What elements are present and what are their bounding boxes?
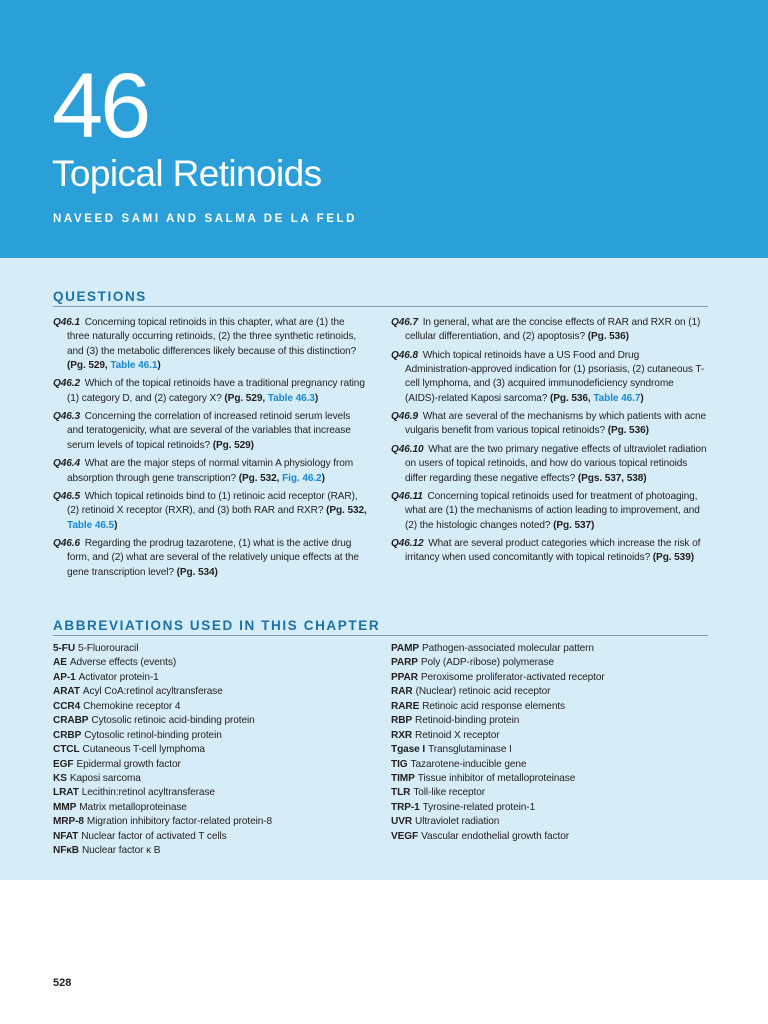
abbreviation-definition: Tyrosine-related protein-1 (422, 801, 536, 813)
page-reference: (Pg. 536) (587, 331, 629, 343)
abbreviation-term: RBP (391, 715, 413, 727)
abbreviations-divider (53, 635, 708, 636)
abbreviation-entry (391, 758, 707, 772)
abbreviation-term: EGF (53, 758, 74, 770)
question-text: What are several of the mechanisms by which patients with acne vulgaris benefit from various topical retinoids? (405, 411, 707, 437)
page-reference: (Pg. 537) (553, 519, 595, 531)
abbreviation-term: MMP (53, 801, 77, 813)
abbreviation-term: RAR (391, 686, 413, 698)
abbreviation-definition: Cutaneous T-cell lymphoma (82, 744, 205, 756)
abbreviation-term: TIG (391, 758, 408, 770)
questions-left-column (53, 316, 369, 584)
abbreviation-definition: (Nuclear) retinoic acid receptor (415, 686, 551, 698)
question-item (53, 377, 369, 406)
abbreviation-definition: Acyl CoA:retinol acyltransferase (82, 686, 223, 698)
abbreviation-term: RARE (391, 700, 420, 712)
question-text: What are the major steps of normal vitamin A physiology from absorption through gene transcription? (67, 458, 354, 484)
question-item (391, 349, 707, 406)
question-text: What are the two primary negative effects of ultraviolet radiation on users of topical retinoids, and how do various topical retinoids differ regarding these negative effects? (405, 443, 707, 484)
page-reference: ) (314, 392, 319, 404)
question-id: Q46.1 (53, 317, 80, 328)
abbreviation-term: TLR (391, 787, 411, 799)
abbreviation-term: CTCL (53, 744, 80, 756)
question-text: Concerning topical retinoids in this chapter, what are (1) the three naturally occurring retinoids, (2) the three synthetic retinoids, and (3) the metabolic differences likely because of this distinction? (67, 317, 357, 357)
abbreviation-entry (391, 714, 707, 728)
abbreviations-left-column (53, 642, 369, 859)
abbreviation-term: AP-1 (53, 671, 76, 683)
question-id: Q46.7 (391, 317, 418, 328)
question-text: What are several product categories which increase the risk of irritancy when used concomitantly with topical retinoids? (405, 538, 701, 564)
question-item (391, 537, 707, 566)
abbreviation-definition: Transglutaminase I (428, 744, 512, 756)
question-id: Q46.10 (391, 443, 424, 455)
page-reference: (Pg. 536, (550, 392, 594, 404)
abbreviation-entry (391, 815, 707, 829)
abbreviation-entry (53, 642, 369, 656)
question-text: Which topical retinoids have a US Food and Drug Administration-approved indication for (1) psoriasis, (2) cutaneous T-cell lymphoma, and (3) acquired immunodeficiency syndrome (AIDS)-related Kaposi sarcoma? (405, 349, 705, 404)
question-item (53, 537, 369, 580)
abbreviation-definition: Retinoid-binding protein (415, 715, 520, 727)
abbreviation-term: NFκB (53, 845, 79, 857)
abbreviation-entry (391, 685, 707, 699)
question-item (391, 410, 707, 439)
abbreviation-definition: Pathogen-associated molecular pattern (422, 643, 594, 654)
chapter-authors: NAVEED SAMI AND SALMA DE LA FELD (53, 213, 358, 225)
abbreviation-term: Tgase I (391, 744, 426, 756)
abbreviation-definition: Nuclear factor κ B (81, 845, 161, 857)
abbreviation-entry (391, 671, 707, 685)
abbreviation-definition: 5-Fluorouracil (78, 643, 139, 654)
questions-right-column (391, 316, 707, 570)
abbreviations-heading: ABBREVIATIONS USED IN THIS CHAPTER (53, 618, 381, 633)
questions-heading: QUESTIONS (53, 289, 147, 304)
abbreviation-definition: Chemokine receptor 4 (83, 700, 181, 712)
abbreviation-entry (53, 801, 369, 815)
abbreviation-entry (53, 700, 369, 714)
question-id: Q46.9 (391, 411, 418, 423)
abbreviation-entry (391, 830, 707, 844)
reference-link[interactable]: Table 46.1 (110, 359, 158, 371)
question-item (391, 316, 707, 345)
abbreviation-entry (53, 815, 369, 829)
abbreviation-definition: Vascular endothelial growth factor (421, 830, 569, 842)
abbreviation-entry (53, 844, 369, 858)
page-reference: ) (114, 519, 118, 531)
abbreviation-definition: Migration inhibitory factor-related protein-8 (86, 816, 273, 828)
abbreviation-term: ARAT (53, 686, 80, 698)
abbreviation-entry (391, 801, 707, 815)
question-text: In general, what are the concise effects of RAR and RXR on (1) cellular differentiation, and (2) apoptosis? (405, 317, 701, 343)
abbreviation-entry (53, 729, 369, 743)
abbreviation-entry (53, 758, 369, 772)
page-reference: (Pg. 529) (212, 439, 254, 451)
abbreviation-definition: Toll-like receptor (413, 787, 486, 799)
question-id: Q46.2 (53, 378, 80, 390)
page-reference: (Pg. 536) (607, 425, 649, 437)
page-reference: (Pg. 532, (326, 505, 367, 517)
page-reference: (Pg. 534) (176, 566, 218, 578)
reference-link[interactable]: Fig. 46.2 (282, 472, 322, 484)
question-item (53, 457, 369, 486)
abbreviation-entry (53, 714, 369, 728)
abbreviation-definition: Tissue inhibitor of metalloproteinase (417, 772, 576, 784)
abbreviation-term: TRP-1 (391, 801, 420, 813)
abbreviation-term: PARP (391, 657, 418, 669)
abbreviation-definition: Kaposi sarcoma (69, 772, 141, 784)
abbreviation-entry (391, 642, 707, 656)
question-id: Q46.11 (391, 491, 423, 503)
page-number: 528 (53, 977, 72, 989)
page-reference: (Pg. 529, (67, 359, 111, 371)
abbreviation-entry (391, 729, 707, 743)
abbreviation-definition: Cytosolic retinoic acid-binding protein (91, 715, 255, 727)
page-reference: (Pgs. 537, 538) (577, 472, 647, 484)
page-reference: (Pg. 532, (238, 472, 283, 484)
abbreviation-definition: Poly (ADP-ribose) polymerase (420, 657, 554, 669)
abbreviation-definition: Retinoic acid response elements (422, 700, 565, 712)
abbreviation-entry (391, 656, 707, 670)
abbreviation-term: TIMP (391, 772, 415, 784)
abbreviation-definition: Cytosolic retinol-binding protein (84, 729, 222, 741)
page-reference: ) (321, 472, 325, 484)
abbreviation-entry (53, 743, 369, 757)
abbreviation-entry (53, 772, 369, 786)
question-item (53, 490, 369, 533)
question-item (53, 410, 369, 453)
abbreviation-term: RXR (391, 729, 413, 741)
abbreviation-entry (53, 830, 369, 844)
abbreviation-term: PAMP (391, 643, 420, 654)
question-id: Q46.3 (53, 411, 80, 423)
abbreviation-term: NFAT (53, 830, 79, 842)
question-id: Q46.6 (53, 538, 80, 550)
question-item (391, 443, 707, 486)
page-reference: ) (157, 359, 161, 371)
abbreviation-term: PPAR (391, 671, 418, 683)
reference-link[interactable]: Table 46.5 (67, 519, 115, 531)
page-reference: (Pg. 529, (224, 392, 268, 404)
abbreviation-definition: Adverse effects (events) (69, 657, 177, 669)
abbreviation-definition: Lecithin:retinol acyltransferase (81, 787, 215, 799)
abbreviation-term: 5-FU (53, 643, 76, 654)
abbreviation-term: CCR4 (53, 700, 81, 712)
abbreviation-entry (53, 671, 369, 685)
question-id: Q46.12 (391, 538, 424, 550)
abbreviation-term: VEGF (391, 830, 419, 842)
question-text: Which of the topical retinoids have a traditional pregnancy rating (1) category D, and (2) category X? (67, 378, 365, 404)
abbreviation-term: CRABP (53, 715, 89, 727)
abbreviation-term: UVR (391, 816, 413, 828)
question-text: Regarding the prodrug tazarotene, (1) what is the active drug form, and (2) what are several of the relatively unique effects at the gene transcription level? (67, 538, 359, 578)
abbreviation-definition: Matrix metalloproteinase (79, 801, 187, 813)
abbreviation-entry (391, 786, 707, 800)
abbreviation-entry (391, 743, 707, 757)
question-id: Q46.4 (53, 458, 80, 470)
abbreviation-entry (53, 786, 369, 800)
abbreviation-definition: Activator protein-1 (78, 671, 159, 683)
chapter-title: Topical Retinoids (52, 153, 322, 194)
chapter-number: 46 (52, 55, 149, 157)
abbreviation-entry (53, 685, 369, 699)
abbreviations-right-column (391, 642, 707, 844)
question-text: Concerning topical retinoids used for treatment of photoaging, what are (1) the mechanisms of action leading to improvement, and (2) the histologic changes noted? (405, 491, 700, 531)
reference-link[interactable]: Table 46.7 (593, 392, 641, 404)
question-id: Q46.5 (53, 491, 80, 503)
abbreviation-definition: Peroxisome proliferator-activated receptor (420, 671, 605, 683)
question-id: Q46.8 (391, 349, 418, 361)
question-item (391, 490, 707, 533)
question-text: Which topical retinoids bind to (1) retinoic acid receptor (RAR), (2) retinoid X receptor (RXR), and (3) both RAR and RXR? (67, 491, 358, 517)
abbreviation-definition: Tazarotene-inducible gene (410, 758, 527, 770)
abbreviation-entry (391, 700, 707, 714)
abbreviation-definition: Retinoid X receptor (415, 729, 500, 741)
abbreviation-definition: Nuclear factor of activated T cells (81, 830, 227, 842)
abbreviation-term: AE (53, 657, 67, 669)
reference-link[interactable]: Table 46.3 (267, 392, 315, 404)
chapter-banner (0, 0, 768, 258)
question-item (53, 316, 369, 373)
abbreviation-term: LRAT (53, 787, 79, 799)
abbreviation-entry (391, 772, 707, 786)
abbreviation-term: MRP-8 (53, 816, 84, 828)
page-reference: (Pg. 539) (652, 552, 694, 564)
questions-divider (53, 306, 708, 307)
page-reference: ) (640, 392, 644, 404)
question-text: Concerning the correlation of increased retinoid serum levels and teratogenicity, what are several of the variables that increase serum levels of topical retinoids? (67, 411, 351, 451)
abbreviation-term: CRBP (53, 729, 82, 741)
abbreviation-definition: Ultraviolet radiation (415, 816, 500, 828)
abbreviation-term: KS (53, 772, 67, 784)
abbreviation-definition: Epidermal growth factor (76, 758, 181, 770)
abbreviation-entry (53, 656, 369, 670)
